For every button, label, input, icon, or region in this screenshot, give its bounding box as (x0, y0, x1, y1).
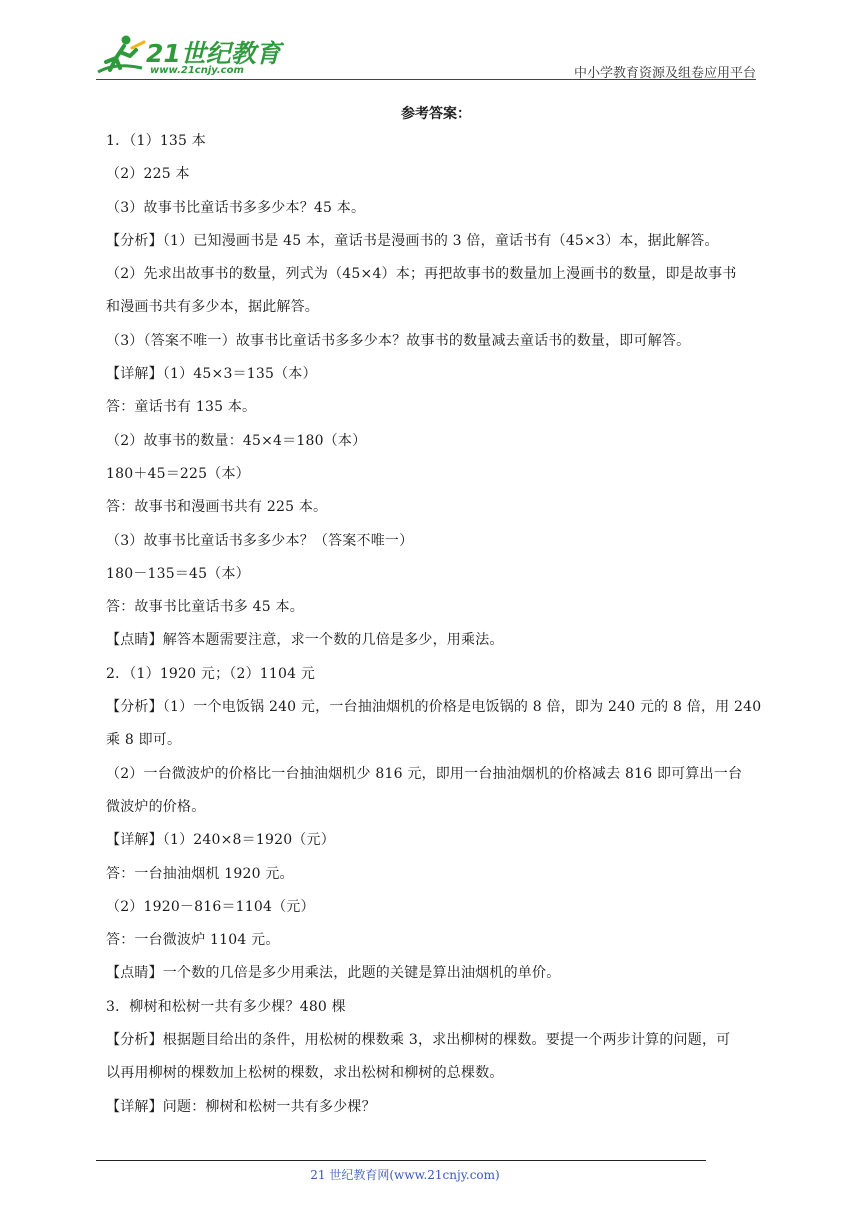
text-line: 乘 8 即可。 (106, 732, 182, 749)
text-line: 3．柳树和松树一共有多少棵？480 棵 (106, 998, 346, 1015)
header-divider (96, 79, 756, 80)
text-line: （3）故事书比童话书多多少本？（答案不唯一） (106, 532, 414, 549)
text-line: （3）故事书比童话书多多少本？45 本。 (106, 199, 366, 216)
text-line: 【点睛】解答本题需要注意，求一个数的几倍是多少，用乘法。 (106, 632, 504, 649)
logo-url: www.21cnjy.com (150, 65, 244, 76)
text-line: （2）1920－816＝1104（元） (106, 898, 315, 915)
text-line: 【分析】（1）已知漫画书是 45 本，童话书是漫画书的 3 倍，童话书有（45×3）本，据此解答。 (106, 232, 719, 249)
text-line: 以再用柳树的棵数加上松树的棵数，求出松树和柳树的总棵数。 (106, 1065, 504, 1082)
text-line: 1．（1）135 本 (106, 133, 206, 149)
logo-text: 21世纪教育 (146, 39, 281, 68)
page-title: 参考答案： (401, 106, 471, 122)
text-line: （2）故事书的数量：45×4＝180（本） (106, 432, 367, 449)
text-line: 和漫画书共有多少本，据此解答。 (106, 299, 319, 316)
text-line: 答：一台抽油烟机 1920 元。 (106, 865, 294, 882)
text-line: 答：故事书比童话书多 45 本。 (106, 599, 304, 616)
text-line: 答：故事书和漫画书共有 225 本。 (106, 499, 328, 516)
page-footer: 21 世纪教育网(www.21cnjy.com) (310, 1168, 500, 1182)
runner-logo-icon (96, 32, 148, 80)
text-line: 【分析】（1）一个电饭锅 240 元，一台抽油烟机的价格是电饭锅的 8 倍，即为 240 元的 8 倍，用 240 (106, 699, 762, 716)
page-header (0, 0, 860, 90)
text-line: 【详解】问题：柳树和松树一共有多少棵？ (106, 1098, 376, 1115)
answer-lines (106, 130, 766, 1118)
site-logo (96, 32, 281, 80)
text-line: 180＋45＝225（本） (106, 465, 250, 482)
text-line: 【详解】（1）240×8＝1920（元） (106, 832, 335, 849)
text-line: 答：一台微波炉 1104 元。 (106, 932, 280, 949)
footer-divider (96, 1160, 706, 1161)
text-line: 【点睛】一个数的几倍是多少用乘法，此题的关键是算出油烟机的单价。 (106, 965, 561, 982)
text-line: 180－135＝45（本） (106, 565, 250, 582)
text-line: （2）先求出故事书的数量，列式为（45×4）本；再把故事书的数量加上漫画书的数量，即是故事书 (106, 266, 737, 283)
text-line: 2．（1）1920 元；（2）1104 元 (106, 665, 316, 682)
answer-content (106, 98, 766, 1129)
text-line: （2）一台微波炉的价格比一台抽油烟机少 816 元，即用一台抽油烟机的价格减去 816 即可算出一台 (106, 765, 743, 782)
text-line: 【详解】（1）45×3＝135（本） (106, 366, 317, 383)
text-line: 【分析】根据题目给出的条件，用松树的棵数乘 3，求出柳树的棵数。要提一个两步计算的问题，可 (106, 1032, 731, 1049)
text-line: （3）（答案不唯一）故事书比童话书多多少本？故事书的数量减去童话书的数量，即可解答。 (106, 332, 691, 349)
platform-name: 中小学教育资源及组卷应用平台 (573, 66, 756, 81)
text-line: 微波炉的价格。 (106, 798, 206, 815)
text-line: （2）225 本 (106, 166, 190, 183)
text-line: 答：童话书有 135 本。 (106, 399, 257, 416)
